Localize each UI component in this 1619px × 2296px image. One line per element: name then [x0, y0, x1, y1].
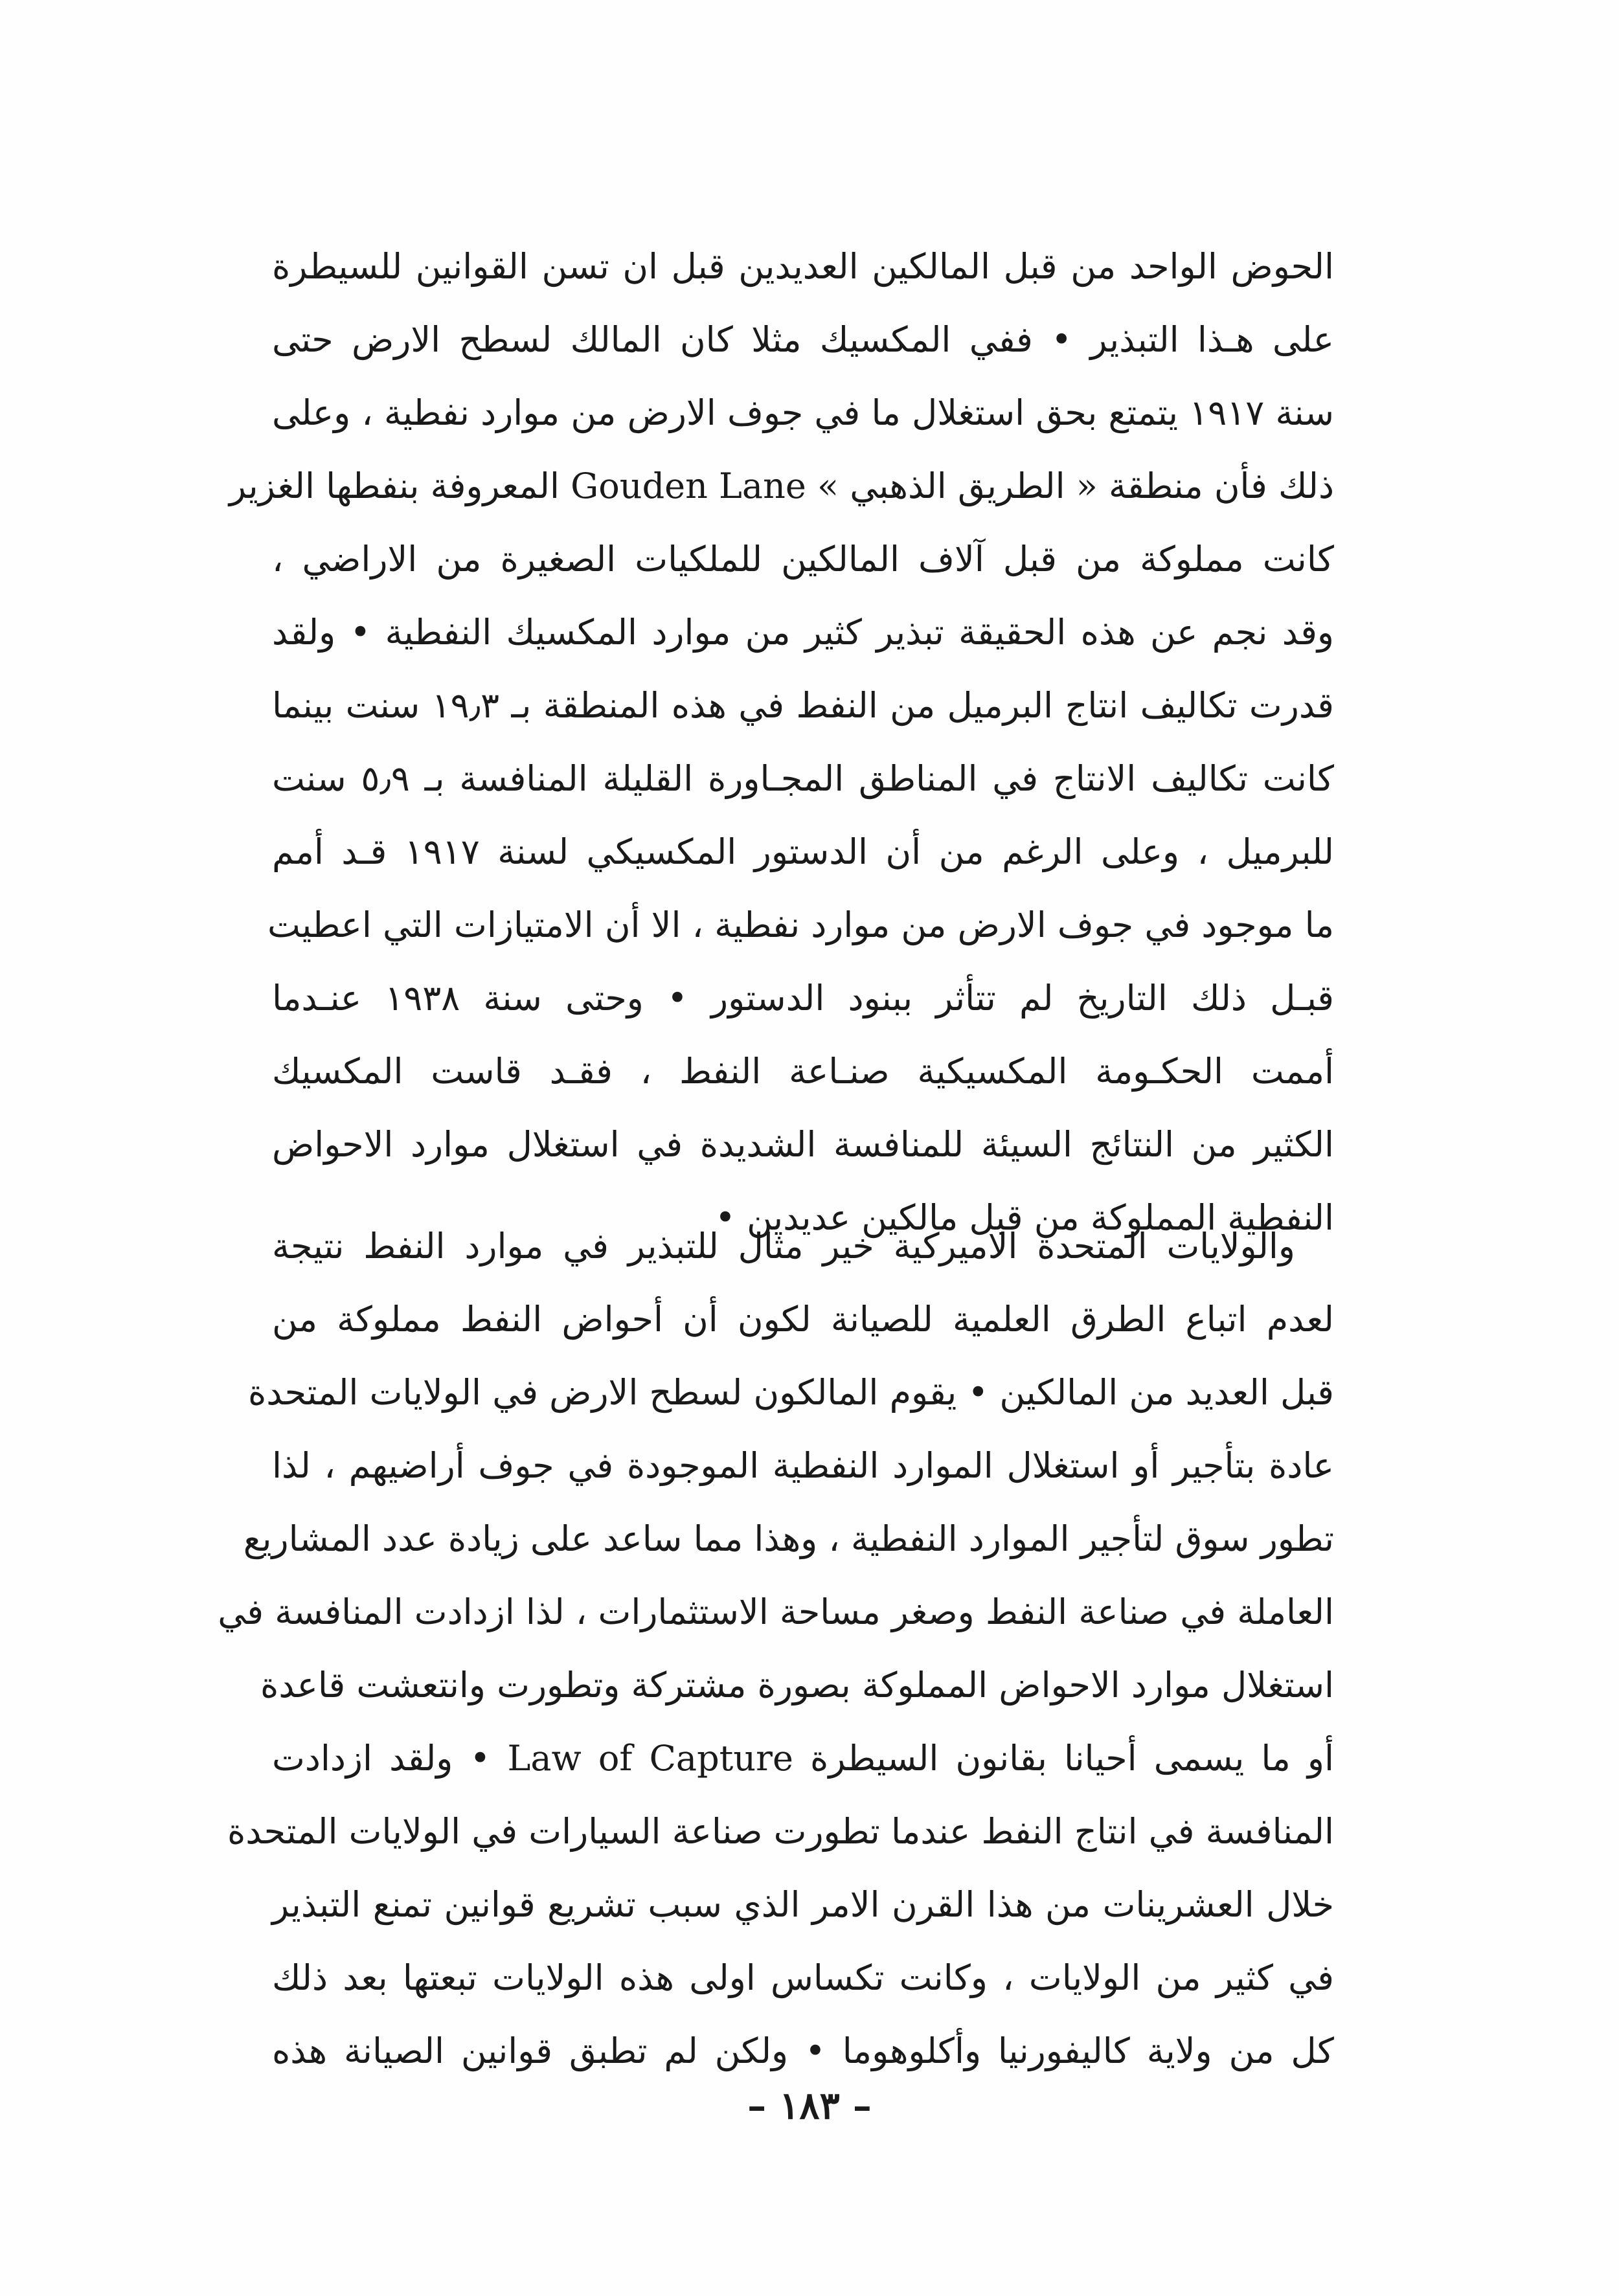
text-line: خلال العشرينات من هذا القرن الامر الذي سبب تشريع قوانين تمنع التبذير [272, 1884, 1334, 1925]
text-line: أممت الحكـومة المكسيكية صنـاعة النفط ، فقـد قاست المكسيك [272, 1051, 1334, 1092]
text-line: لعدم اتباع الطرق العلمية للصيانة لكون أن أحواض النفط مملوكة من [272, 1299, 1334, 1340]
text-line: كانت تكاليف الانتاج في المناطق المجـاورة القليلة المنافسة بـ ٥٫٩ سنت [272, 758, 1335, 799]
text-line: ذلك فأن منطقة « الطريق الذهبي » Gouden Lane المعروفة بنفطها الغزير [229, 466, 1334, 506]
text-line: قدرت تكاليف انتاج البرميل من النفط في هذه المنطقة بـ ١٩٫٣ سنت بينما [272, 685, 1334, 726]
text-line: والولايات المتحدة الاميركية خير مثال للتبذير في موارد النفط نتيجة [272, 1226, 1295, 1266]
paragraph-mexico [229, 230, 1335, 1254]
text-line: للبرميل ، وعلى الرغم من أن الدستور المكسيكي لسنة ١٩١٧ قـد أمم [272, 831, 1334, 872]
paragraph-united-states [218, 1210, 1334, 2088]
text-line: النفطية المملوكة من قبل مالكين عديدين • [715, 1197, 1334, 1238]
text-line: كل من ولاية كاليفورنيا وأكلوهوما • ولكن لم تطبق قوانين الصيانة هذه [272, 2031, 1334, 2071]
text-line: أو ما يسمى أحيانا بقانون السيطرة Law of Capture • ولقد ازدادت [272, 1738, 1334, 1779]
text-line: قبل العديد من المالكين • يقوم المالكون لسطح الارض في الولايات المتحدة [247, 1372, 1334, 1413]
text-line: عادة بتأجير أو استغلال الموارد النفطية الموجودة في جوف أراضيهم ، لذا [272, 1445, 1334, 1486]
text-line: استغلال موارد الاحواض المملوكة بصورة مشتركة وتطورت وانتعشت قاعدة [260, 1665, 1334, 1705]
text-line: ما موجود في جوف الارض من موارد نفطية ، الا أن الامتيازات التي اعطيت [267, 905, 1334, 945]
text-line: تطور سوق لتأجير الموارد النفطية ، وهذا مما ساعد على زيادة عدد المشاريع [243, 1518, 1334, 1559]
text-line: على هـذا التبذير • ففي المكسيك مثلا كان المالك لسطح الارض حتى [272, 319, 1334, 360]
text-line: وقد نجم عن هذه الحقيقة تبذير كثير من موارد المكسيك النفطية • ولقد [272, 612, 1334, 653]
text-line: الكثير من النتائج السيئة للمنافسة الشديدة في استغلال موارد الاحواض [272, 1124, 1334, 1165]
text-line: العاملة في صناعة النفط وصغر مساحة الاستثمارات ، لذا ازدادت المنافسة في [218, 1592, 1334, 1632]
text-line: سنة ١٩١٧ يتمتع بحق استغلال ما في جوف الارض من موارد نفطية ، وعلى [272, 392, 1334, 433]
text-line: الحوض الواحد من قبل المالكين العديدين قبل ان تسن القوانين للسيطرة [272, 246, 1334, 287]
text-line: في كثير من الولايات ، وكانت تكساس اولى هذه الولايات تبعتها بعد ذلك [272, 1957, 1334, 1998]
text-line: كانت مملوكة من قبل آلاف المالكين للملكيات الصغيرة من الاراضي ، [272, 539, 1334, 580]
page-number: – ١٨٣ – [747, 2084, 872, 2128]
text-line: المنافسة في انتاج النفط عندما تطورت صناعة السيارات في الولايات المتحدة [227, 1811, 1334, 1852]
text-line: قبـل ذلك التاريخ لم تتأثر ببنود الدستور • وحتى سنة ١٩٣٨ عنـدما [272, 978, 1334, 1019]
